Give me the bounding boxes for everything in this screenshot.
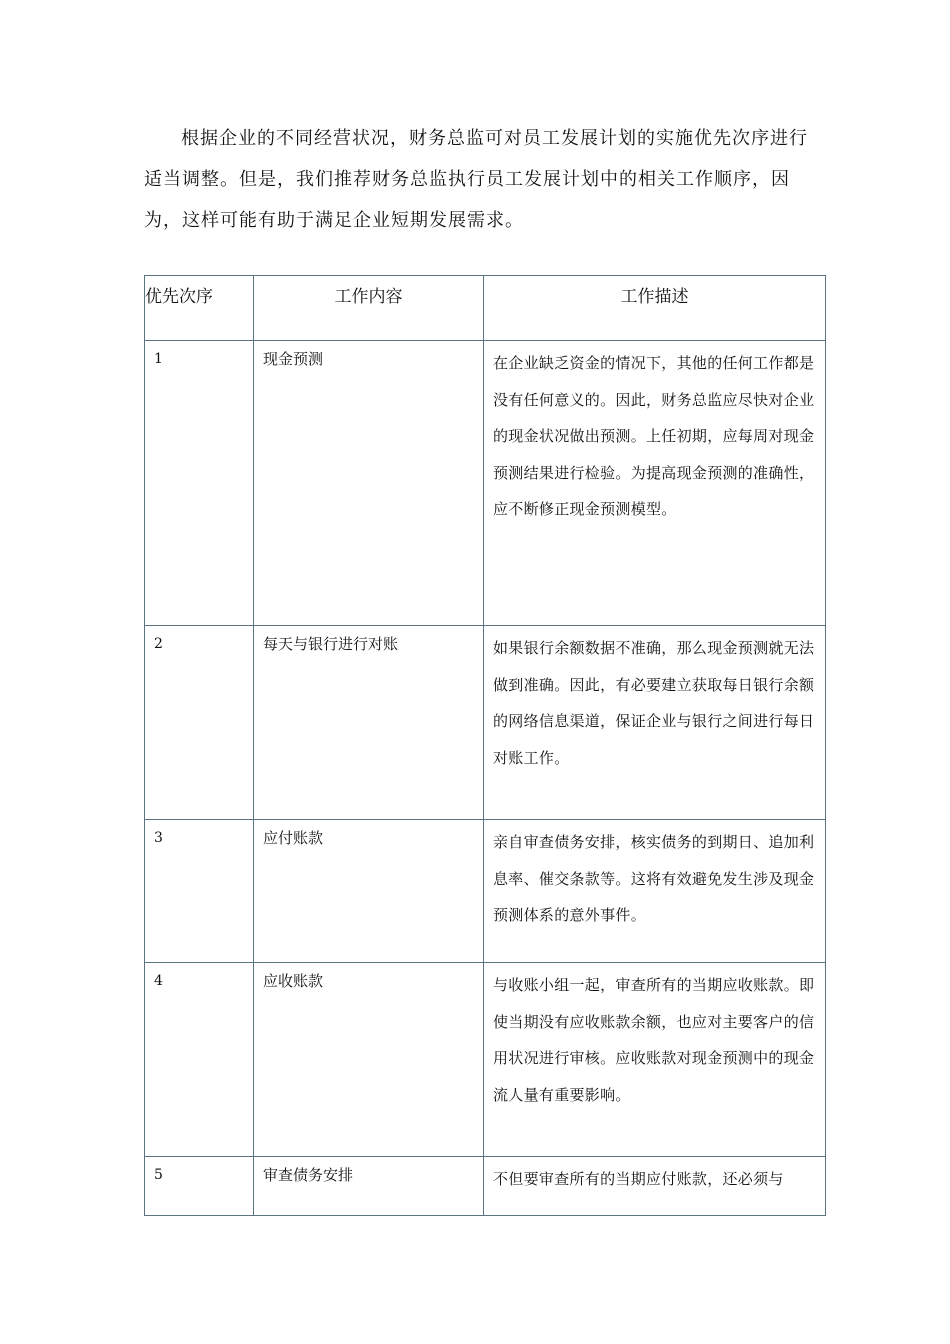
header-description: 工作描述 bbox=[484, 276, 826, 341]
description-cell bbox=[484, 1157, 826, 1216]
table-row bbox=[145, 820, 826, 963]
description-cell bbox=[484, 820, 826, 963]
description-value: 如果银行余额数据不准确，那么现金预测就无法做到准确。因此，有必要建立获取每日银行余额的网络信息渠道，保证企业与银行之间进行每日对账工作。 bbox=[493, 639, 815, 767]
priority-value: 2 bbox=[154, 636, 163, 652]
header-task: 工作内容 bbox=[254, 276, 484, 341]
task-cell bbox=[254, 820, 484, 963]
priority-value: 5 bbox=[154, 1167, 163, 1183]
priority-value: 4 bbox=[154, 973, 163, 989]
priority-cell bbox=[145, 626, 254, 820]
description-value: 亲自审查债务安排，核实债务的到期日、追加利息率、催交条款等。这将有效避免发生涉及现金预测体系的意外事件。 bbox=[493, 833, 815, 924]
description-cell bbox=[484, 341, 826, 626]
task-value: 审查债务安排 bbox=[263, 1166, 354, 1184]
table-row bbox=[145, 341, 826, 626]
task-cell bbox=[254, 341, 484, 626]
priority-cell bbox=[145, 1157, 254, 1216]
priority-value: 3 bbox=[154, 830, 163, 846]
description-value: 不但要审查所有的当期应付账款，还必须与 bbox=[493, 1170, 784, 1188]
priority-cell bbox=[145, 820, 254, 963]
priority-cell bbox=[145, 963, 254, 1157]
description-value: 在企业缺乏资金的情况下，其他的任何工作都是没有任何意义的。因此，财务总监应尽快对企业的现金状况做出预测。上任初期，应每周对现金预测结果进行检验。为提高现金预测的准确性，应不断修正现金预测模型。 bbox=[493, 354, 815, 518]
table-header-row bbox=[145, 276, 826, 341]
task-cell bbox=[254, 626, 484, 820]
task-value: 应付账款 bbox=[263, 829, 324, 847]
table-row bbox=[145, 963, 826, 1157]
priority-cell bbox=[145, 341, 254, 626]
table-row bbox=[145, 1157, 826, 1216]
task-value: 应收账款 bbox=[263, 972, 324, 990]
task-cell bbox=[254, 963, 484, 1157]
priority-table bbox=[144, 275, 826, 1216]
header-priority: 优先次序 bbox=[145, 276, 254, 341]
task-cell bbox=[254, 1157, 484, 1216]
task-value: 每天与银行进行对账 bbox=[263, 635, 399, 653]
table-row bbox=[145, 626, 826, 820]
intro-paragraph: 根据企业的不同经营状况，财务总监可对员工发展计划的实施优先次序进行适当调整。但是，我们推荐财务总监执行员工发展计划中的相关工作顺序，因为，这样可能有助于满足企业短期发展需求。 bbox=[144, 128, 808, 231]
description-value: 与收账小组一起，审查所有的当期应收账款。即使当期没有应收账款余额，也应对主要客户的信用状况进行审核。应收账款对现金预测中的现金流人量有重要影响。 bbox=[493, 976, 815, 1104]
priority-value: 1 bbox=[154, 351, 163, 367]
task-value: 现金预测 bbox=[263, 350, 324, 368]
description-cell bbox=[484, 963, 826, 1157]
description-cell bbox=[484, 626, 826, 820]
